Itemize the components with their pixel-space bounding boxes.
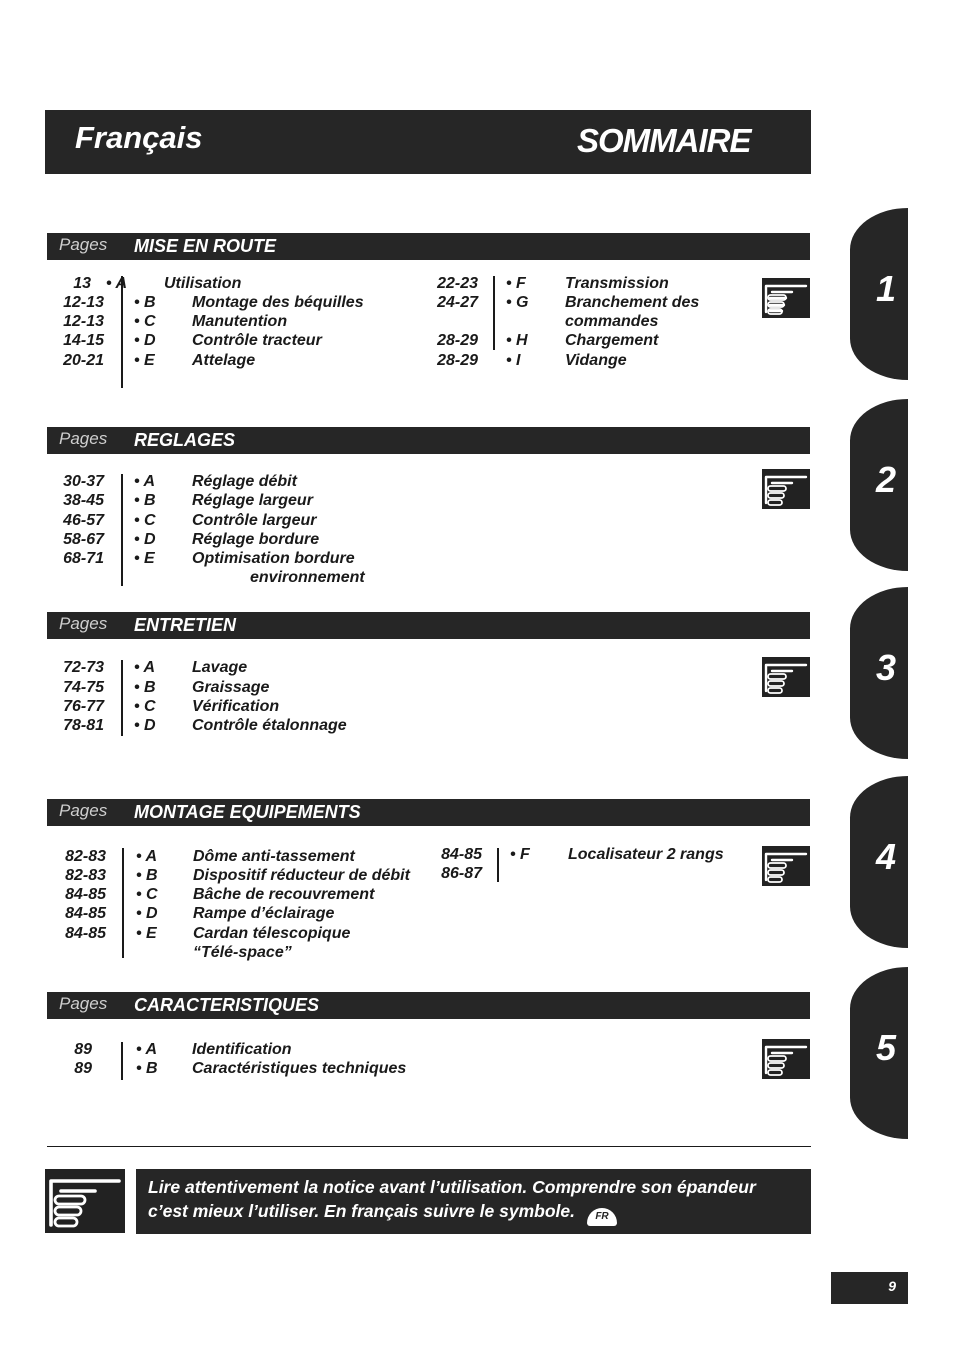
chapter-tab-1[interactable] — [850, 208, 908, 380]
entry-pages: 28-29 — [437, 352, 478, 369]
pointing-hand-icon — [762, 278, 810, 318]
section-bar-entretien — [47, 612, 810, 639]
entry-label: Attelage — [192, 352, 256, 369]
entry-pages: 74-75 — [63, 679, 104, 696]
chapter-tab-3[interactable] — [850, 587, 908, 759]
entry-pages: 24-27 — [437, 294, 478, 311]
entry-label-continued: commandes — [565, 313, 659, 330]
entry-letter: • C — [134, 512, 156, 529]
entry-letter: • H — [506, 332, 528, 349]
pages-label: Pages — [59, 994, 108, 1013]
entry-pages: 38-45 — [63, 492, 104, 509]
entry-pages: 89 — [74, 1041, 92, 1058]
section-title[interactable]: REGLAGES — [134, 430, 236, 450]
chapter-tab-number: 1 — [876, 268, 897, 309]
entry-pages: 68-71 — [63, 550, 104, 567]
entry-letter: • A — [136, 848, 158, 865]
entry-pages: 12-13 — [63, 313, 104, 330]
section-title[interactable]: ENTRETIEN — [134, 615, 237, 635]
entry-label: Transmission — [565, 275, 669, 292]
entry-pages: 76-77 — [63, 698, 104, 715]
toc-entry[interactable] — [44, 491, 444, 511]
entry-pages: 14-15 — [63, 332, 104, 349]
divider — [47, 1146, 811, 1147]
chapter-tab-4[interactable] — [850, 776, 908, 948]
entry-pages: 28-29 — [437, 332, 478, 349]
language-title: Français — [75, 120, 203, 155]
entry-letter: • G — [506, 294, 529, 311]
entry-letter: • E — [134, 352, 155, 369]
entry-label: Dôme anti-tassement — [193, 848, 355, 865]
entry-label: Réglage bordure — [192, 531, 320, 548]
toc-entry[interactable] — [418, 293, 748, 333]
entry-letter: • A — [134, 659, 156, 676]
section-title[interactable]: MISE EN ROUTE — [134, 236, 277, 256]
entry-label: Bâche de recouvrement — [193, 886, 375, 903]
entry-pages: 89 — [74, 1060, 92, 1077]
entry-label: Lavage — [192, 659, 248, 676]
pointing-hand-icon — [762, 846, 810, 886]
entry-label: Vérification — [192, 698, 280, 715]
entry-pages: 82-83 — [65, 867, 106, 884]
entry-label: Contrôle étalonnage — [192, 717, 347, 734]
entry-letter: • E — [136, 925, 157, 942]
entry-pages: 84-85 — [441, 846, 482, 863]
entry-pages: 84-85 — [65, 886, 106, 903]
page-number: 9 — [831, 1272, 908, 1304]
pages-label: Pages — [59, 235, 108, 254]
entry-pages: 86-87 — [441, 865, 482, 882]
entry-label: Chargement — [565, 332, 659, 349]
entry-label: Dispositif réducteur de débit — [193, 867, 410, 884]
entry-letter: • C — [134, 313, 156, 330]
entry-letter: • B — [136, 867, 158, 884]
entry-label: Montage des béquilles — [192, 294, 364, 311]
toc-entry[interactable] — [44, 530, 444, 550]
toc-entry[interactable] — [46, 885, 446, 905]
toc-entry[interactable] — [44, 716, 444, 736]
entry-label-continued: “Télé-space” — [193, 944, 292, 961]
reading-notice — [136, 1169, 811, 1234]
section-bar-caracteristiques — [47, 992, 810, 1019]
toc-entry[interactable] — [32, 1040, 452, 1060]
entry-label: Graissage — [192, 679, 270, 696]
entry-letter: • B — [134, 679, 156, 696]
entry-letter: • B — [136, 1060, 158, 1077]
entry-label: Vidange — [565, 352, 627, 369]
notice-line-1: Lire attentivement la notice avant l’utilisation. Comprendre son épandeur — [148, 1177, 756, 1197]
header-bar — [45, 110, 811, 174]
chapter-tab-number: 4 — [876, 836, 897, 877]
toc-entry[interactable] — [31, 274, 431, 294]
toc-entry[interactable] — [46, 924, 446, 964]
toc-entry[interactable] — [418, 274, 748, 294]
toc-entry[interactable] — [46, 866, 446, 886]
toc-entry[interactable] — [44, 293, 444, 313]
section-title[interactable]: CARACTERISTIQUES — [134, 995, 320, 1015]
entry-pages: 82-83 — [65, 848, 106, 865]
chapter-tab-5[interactable] — [850, 967, 908, 1139]
chapter-tab-number: 3 — [876, 647, 897, 688]
chapter-tab-number: 5 — [876, 1027, 897, 1068]
entry-pages: 46-57 — [63, 512, 104, 529]
pages-label: Pages — [59, 801, 108, 820]
entry-label: Caractéristiques techniques — [192, 1060, 407, 1077]
entry-letter: • F — [506, 275, 526, 292]
entry-pages: 72-73 — [63, 659, 104, 676]
entry-label-continued: environnement — [250, 569, 365, 586]
entry-pages: 13 — [73, 275, 91, 292]
entry-label: Manutention — [192, 313, 288, 330]
chapter-tab-2[interactable] — [850, 399, 908, 571]
entry-letter: • A — [134, 473, 156, 490]
entry-letter: • D — [134, 717, 156, 734]
entry-letter: • E — [134, 550, 155, 567]
pointing-hand-icon — [762, 657, 810, 697]
entry-label: Réglage débit — [192, 473, 297, 490]
toc-entry[interactable] — [46, 847, 446, 867]
notice-line-2-text: c’est mieux l’utiliser. En français suivre le symbole. — [148, 1201, 575, 1221]
toc-entry[interactable] — [44, 312, 444, 332]
entry-letter: • D — [134, 332, 156, 349]
toc-entry[interactable] — [44, 331, 444, 351]
entry-label: Optimisation bordure — [192, 550, 355, 567]
entry-letter: • B — [134, 294, 156, 311]
toc-entry[interactable] — [44, 678, 444, 698]
pages-label: Pages — [59, 429, 108, 448]
entry-label: Réglage largeur — [192, 492, 313, 509]
toc-entry[interactable] — [46, 904, 446, 924]
entry-letter: • F — [510, 846, 530, 863]
toc-entry[interactable] — [44, 351, 444, 371]
entry-label: Localisateur 2 rangs — [568, 846, 724, 863]
entry-label: Rampe d’éclairage — [193, 905, 335, 922]
toc-entry[interactable] — [422, 845, 742, 865]
entry-pages: 84-85 — [65, 925, 106, 942]
pages-label: Pages — [59, 614, 108, 633]
entry-label: Identification — [192, 1041, 292, 1058]
entry-pages: 20-21 — [63, 352, 104, 369]
pointing-hand-icon — [45, 1169, 125, 1233]
entry-letter: • B — [134, 492, 156, 509]
entry-label: Cardan télescopique — [193, 925, 351, 942]
entry-letter: • C — [134, 698, 156, 715]
section-title[interactable]: MONTAGE EQUIPEMENTS — [134, 802, 361, 822]
entry-pages: 78-81 — [63, 717, 104, 734]
toc-entry[interactable] — [44, 697, 444, 717]
section-bar-mise-en-route — [47, 233, 810, 260]
entry-letter: • C — [136, 886, 158, 903]
entry-pages: 58-67 — [63, 531, 104, 548]
toc-entry[interactable] — [32, 1059, 452, 1079]
toc-entry[interactable] — [44, 472, 444, 492]
entry-pages: 30-37 — [63, 473, 104, 490]
toc-entry[interactable] — [44, 658, 444, 678]
toc-entry[interactable] — [44, 549, 444, 589]
entry-letter: • D — [136, 905, 158, 922]
entry-letter: • D — [134, 531, 156, 548]
entry-letter: • I — [506, 352, 521, 369]
entry-pages: 12-13 — [63, 294, 104, 311]
pointing-hand-icon — [762, 1039, 810, 1079]
entry-letter: • A — [136, 1041, 158, 1058]
entry-label: Branchement des — [565, 294, 700, 311]
entry-label: Contrôle largeur — [192, 512, 317, 529]
notice-line-2 — [148, 1199, 811, 1226]
pointing-hand-icon — [762, 469, 810, 509]
fr-badge-icon: FR — [587, 1208, 617, 1226]
toc-entry[interactable] — [418, 351, 748, 371]
section-bar-reglages — [47, 427, 810, 454]
section-bar-montage-equipements — [47, 799, 810, 826]
toc-entry[interactable] — [418, 331, 748, 351]
entry-pages: 84-85 — [65, 905, 106, 922]
entry-pages: 22-23 — [437, 275, 478, 292]
entry-label: Contrôle tracteur — [192, 332, 322, 349]
entry-label: Utilisation — [164, 275, 242, 292]
entry-letter: • A — [106, 275, 128, 292]
toc-entry[interactable] — [422, 864, 742, 884]
page-title: SOMMAIRE — [577, 122, 751, 159]
chapter-tab-number: 2 — [876, 459, 897, 500]
toc-entry[interactable] — [44, 511, 444, 531]
